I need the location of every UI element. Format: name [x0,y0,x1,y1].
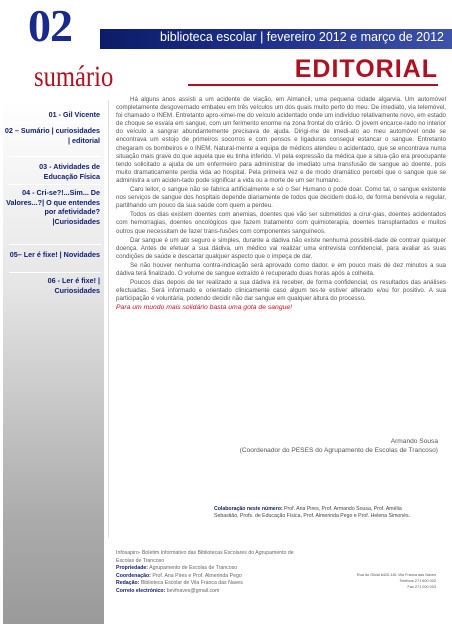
info-label: Propriedade: [116,565,148,572]
editorial-closing: Para um mundo mais solidário basta uma gota de sangue! [116,304,293,312]
info-line: Infosapiro- Boletim Informativo das Bibliotecas Escolares do Agrupamento de Escolas de Trancoso [116,550,294,564]
email-link[interactable]: bevfnaves@gmail.com [166,587,220,594]
sumario-item[interactable]: 03 - Atividades de Educação Física [39,162,100,181]
signature-role: (Coordenador do PESES do Agrupamento de Escolas de Trancoso) [239,447,438,454]
sidebar [3,100,104,624]
publication-info [116,550,296,596]
address-phone: Telefone 271 600 002 [399,578,436,583]
sumario-item[interactable]: 01 - Gil Vicente [48,110,100,119]
info-coordenacao [116,573,296,581]
sidebar-divider [9,272,101,273]
info-value: Agrupamento de Escolas de Trancoso [149,565,238,572]
sumario-item[interactable]: 02 – Sumário | curiosidades | editorial [4,126,100,145]
info-value: Biblioteca Escolar de Vila Franca das Naves [140,580,243,587]
editorial-paragraph: Se não houver nenhuma contra-indicação será aprovado como dador, e em pouco mais de dez minutos a sua dádiva terá finalizado. O volume de sangue extraído é recuperado duas horas após a colheita. [116,261,446,277]
collaboration-block [214,506,414,520]
editorial-paragraph: Dar sangue é um ato seguro e simples, durante a dádiva não existe nenhuma possibili-dade de contrair qualquer doença. Antes de efetuar a sua dádiva, um médico vai realizar uma entrevista confidencial, para avaliar as suas condições de saúde e descartar qualquer aspecto que o impeça de dar. [116,236,446,260]
collaboration-text: Prof. Ana Pires, Prof. Armando Sousa, Prof. Amélia Sebastião, Profs. de Educação Física, Prof. Almerinda Pego e Prof. Helena Simonès. [214,506,411,519]
info-label: Coordenação: [116,572,151,579]
sidebar-divider [9,122,101,123]
header-text: biblioteca escolar | fevereiro 2012 e março de 2012 [160,30,444,44]
sidebar-divider [9,184,101,185]
sumario-item[interactable]: 06 - Ler é fixe! | Curiosidades [47,276,100,295]
info-correio [116,588,296,596]
sumario-item[interactable]: 05– Ler é fixe! | Novidades [9,250,100,259]
issue-number: 02 [28,0,72,51]
sidebar-divider [9,244,101,245]
editorial-rule [188,84,438,86]
info-label: Correio electrónico: [116,587,166,594]
editorial-title: EDITORIAL [294,55,438,83]
signature-name: Armando Sousa [390,438,438,445]
editorial-paragraph: Há alguns anos assisti a um acidente de viação, em Almancil, uma pequena cidade algarvia. Um automóvel completamente desgovernado embateu em três veículos um dos quais muito perto do meu. De imediato, via telemóvel, foi chamado o INEM. Entretanto apro-ximei-me do veículo acidentado onde um indivíduo relativamente novo, em estado de choque se esvaía em sangue, com um ferimento enorme na zona frontal do crânio. O jovem encarce-rado no interior do veículo a sangrar abundantemente precisava de ajuda. Dirigi-me de imedi-ato ao meu automóvel onde se encontrava um estojo de primeiros socorros e com pensos e ligaduras consegui estancar o sangue. Entretanto chegaram os bombeiros e o INEM. Natural-mente a equipa de médicos atendeu o acidentado, que se encontrava numa situação mais grave do que aquela que eu tinha inferido. Vi pela expressão da médica que a situa-ção era preocupante tendo solicitado a ajuda de um enfermeiro para administrar de imediato uma transfusão de sangue ao doente, pois muito dramaticamente perdia vida ao hospital. Pela primeira vez e de modo dramático percebi que o sangue que se administra a um aciden-tado pode significar a vida ou a morte de um ser humano. [116,96,446,184]
collaboration-label: Colaboração neste número: [214,506,283,512]
header-bar [100,29,452,49]
info-redacao [116,580,296,588]
address-line: Rua do Olival 6420-181 Vila Franca das Naves [356,573,436,577]
editorial-paragraph: Caro leitor, o sangue não se fabrica artificialmente e só o Ser Humano o pode doar. Como tal, o sangue existente nos serviços de sangue dos hospitais depende diariamente de todos que decidem doá-lo, de forma benévola e regular, partilhando um pouco da sua saúde com quem a perdeu. [116,186,446,210]
column-divider [108,100,109,538]
editorial-body [116,96,446,313]
info-label: Redação: [116,580,140,587]
address-block [346,573,436,590]
editorial-paragraph: Todos os dias existem doentes com anemias, doentes que vão ser submetidos a cirur-gias, doentes acidentados com hemorragias, doentes oncológicos que fazem tratamento com quimioterapia, doentes transplantados e muitos outros que necessitam de fazer trans-fusões com componentes sanguíneos. [116,211,446,235]
sumario-item[interactable]: 04 - Cri-se?!...Sim... De Valores...?| O que entendes por afetividade?|Curiosidades [6,188,100,226]
address-fax: Fax 271 000 003 [407,584,436,589]
editorial-paragraph: Poucos dias depois de ter realizado a sua dádiva irá receber, de forma confidencial, os resultados das análises efectuadas. Será informado e orientado clinicamente caso algum tes-te estiver alterado e/ou for positivo. A sua participação é voluntária, podendo decidir não dar sangue em qualquer altura do processo. [116,279,446,303]
sidebar-divider [9,156,101,157]
info-value: Prof. Ana Pires e Prof. Almerinda Pego [152,572,242,579]
info-propriedade [116,565,296,573]
sumario-title: sumário [34,60,114,93]
